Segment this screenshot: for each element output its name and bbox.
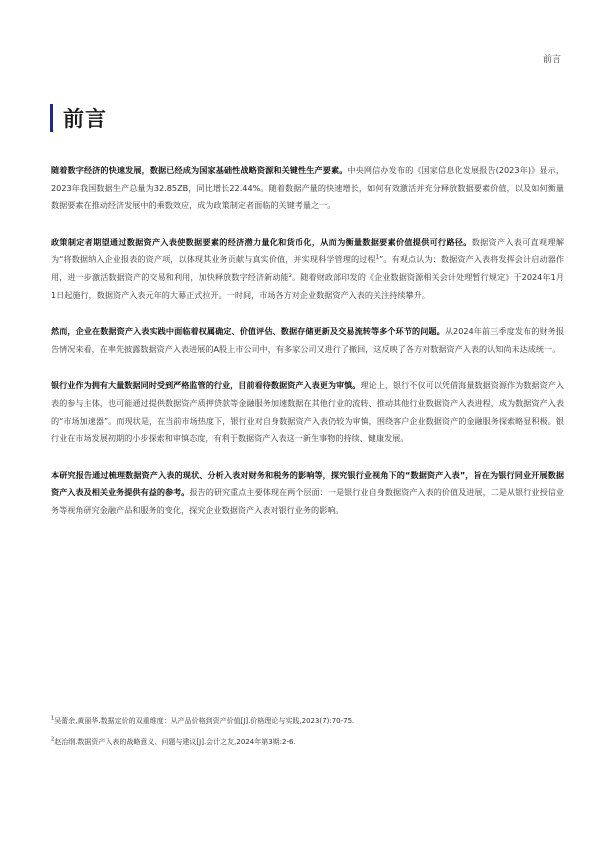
paragraph-3-lead: 然而，企业在数据资产入表实践中面临着权属确定、价值评估、数据存储更新及交易流转等多个环节的问题。 [51, 326, 445, 337]
footnote-1 [51, 716, 564, 726]
footnotes [51, 716, 564, 758]
paragraph-2-tail: ”。有观点认为：数据资产入表将发挥会计启动器作用，进一步激活数据资产的交易和利用，加快释放数字经济新动能²。随着财政部印发的《企业数据资源相关会计处理暂行规定》于2024年1月1日起施行，数据资产入表元年的大幕正式拉开。一时间，市场各方对企业数据资产入表的关注持续攀升。 [51, 254, 564, 300]
paragraph-5 [51, 467, 564, 520]
paragraph-1-body: 中央网信办发布的《国家信息化发展报告(2023年)》显示，2023年我国数据生产总量为32.85ZB，同比增长22.44%。随着数据产量的快速增长，如何有效激活并充分释放数据要素价值，以及如何衡量数据要素在推动经济发展中的乘数效应，成为政策制定者面临的关键考量之一。 [51, 165, 564, 211]
paragraph-1 [51, 162, 564, 215]
footnote-ref-1[interactable]: 1 [375, 254, 380, 261]
paragraph-3-body: 从2024年前三季度发布的财务报告情况来看，在率先披露数据资产入表进展的A股上市公司中，有多家公司又进行了撤回，这反映了各方对数据资产入表的认知尚未达成统一。 [51, 326, 564, 354]
title-block [50, 103, 107, 133]
paragraph-2-body: 数据资产入表可直观理解为“将数据纳入企业报表的资产项，以体现其业务贡献与真实价值，并实现科学管理的过程 [51, 236, 564, 265]
paragraph-2 [51, 234, 564, 304]
running-header: 前言 [542, 55, 561, 65]
footnote-1-text: 吴蕾余,黄丽华.数据定价的双重维度：从产品价格到资产价值[J].价格理论与实践,2023(7):70-75. [54, 717, 355, 725]
paragraph-3 [51, 323, 564, 358]
footnote-2 [51, 737, 564, 747]
footnote-1-number: 1 [51, 715, 55, 722]
paragraph-2-lead: 政策制定者期望通过数据资产入表使数据要素的经济潜力量化和货币化，从而为衡量数据要素价值提供可行路径。 [51, 236, 472, 247]
footnote-2-text: 赵治纲.数据资产入表的战略意义、问题与建议[J].会计之友,2024年第3期:2-6. [54, 738, 296, 746]
paragraph-4-body: 理论上，银行不仅可以凭借海量数据资源作为数据资产入表的参与主体，也可能通过提供数据资产质押贷款等金融服务加速数据在其他行业的流转、推动其他行业数据资产入表进程，成为数据资产入表的“市场加速器”。而现状是，在当前市场热度下，银行业对自身数据资产入表仍较为审慎，围绕客户企业数据资产的金融服务探索略显积极。银行业在市场发展初期的小步探索和审慎态度，有利于数据资产入表这一新生事物的持续、健康发展。 [51, 380, 564, 444]
body-content [51, 162, 564, 539]
paragraph-1-lead: 随着数字经济的快速发展，数据已经成为国家基础性战略资源和关键性生产要素。 [51, 165, 348, 175]
footnote-2-number: 2 [51, 736, 55, 743]
page-title: 前言 [63, 107, 107, 131]
title-accent-bar [50, 104, 53, 132]
paragraph-4 [51, 377, 564, 447]
paragraph-5-lead: 本研究报告通过梳理数据资产入表的现状、分析入表对财务和税务的影响等，探究银行业视角下的“数据资产入表”，旨在为银行同业开展数据资产入表及相关业务提供有益的参考。 [51, 469, 564, 498]
paragraph-5-body: 报告的研究重点主要体现在两个层面：一是银行业自身数据资产入表的价值及进展，二是从银行业授信业务等视角研究金融产品和服务的变化，探究企业数据资产入表对银行业务的影响。 [51, 487, 564, 515]
paragraph-4-lead: 银行业作为拥有大量数据同时受到严格监管的行业，目前看待数据资产入表更为审慎。 [51, 380, 361, 391]
